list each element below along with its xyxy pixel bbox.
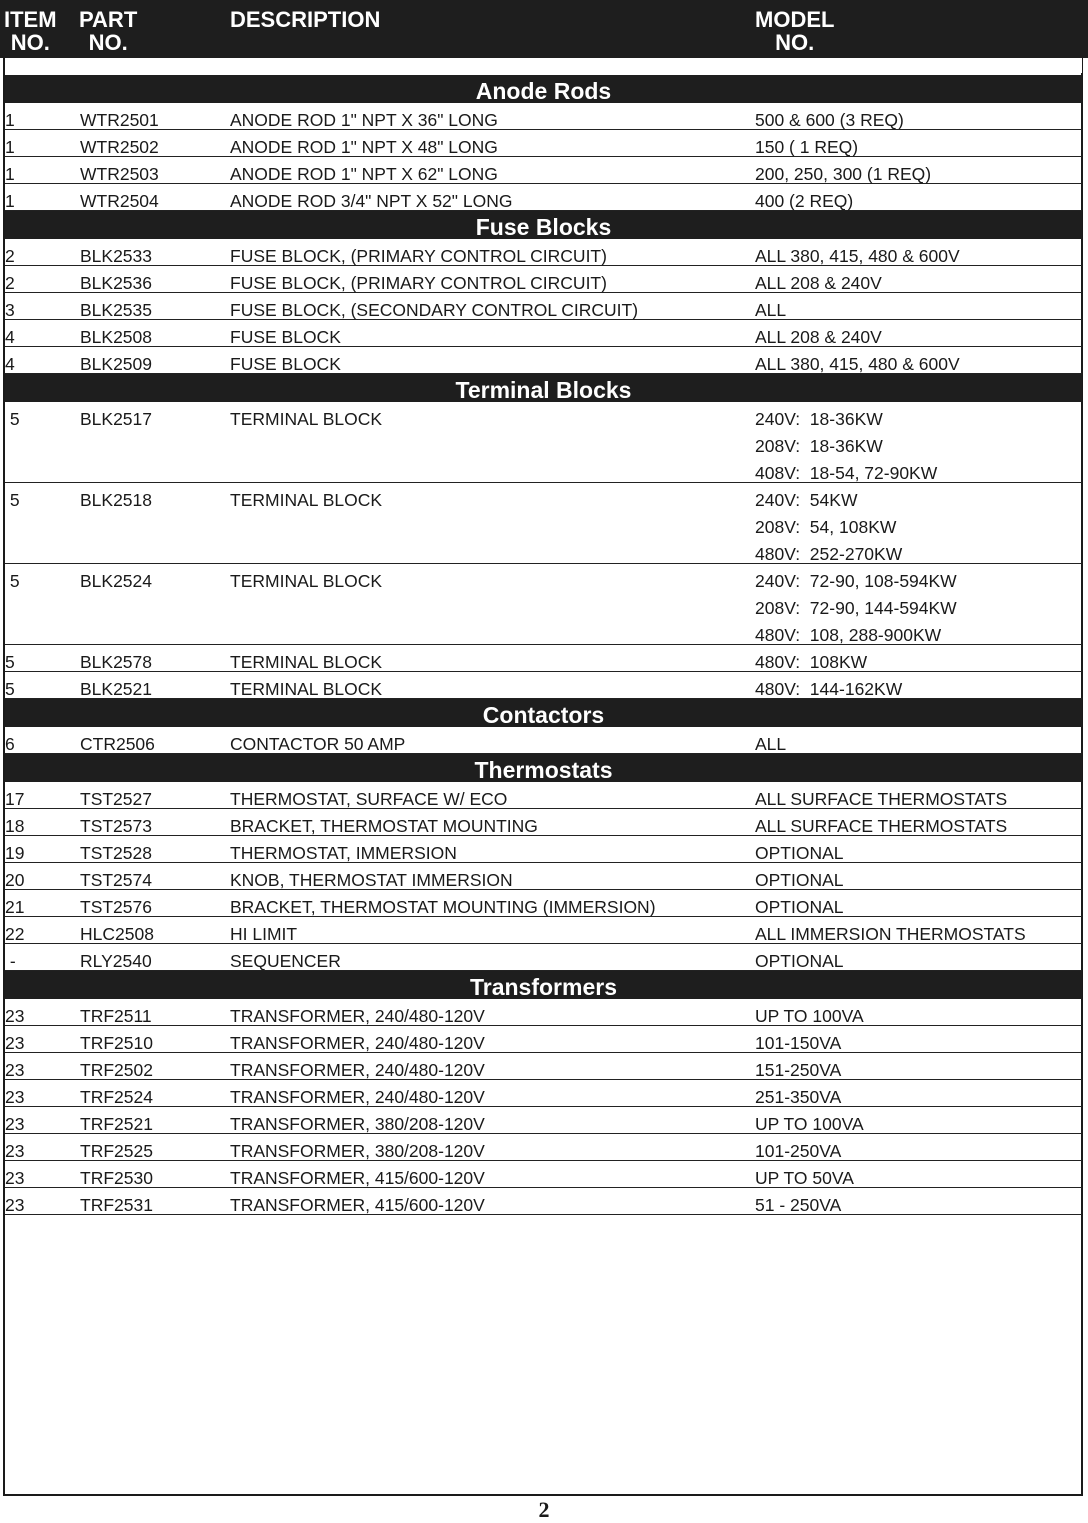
model-no-heading: [755, 8, 834, 54]
model-no-cell: [755, 727, 786, 754]
model-line: 408V: 18-54, 72-90KW: [755, 463, 938, 483]
table-row: [5, 944, 1082, 971]
section-heading: Thermostats: [5, 754, 1082, 782]
description-cell: ANODE ROD 1" NPT X 62" LONG: [230, 164, 498, 184]
part-no-cell: TST2576: [80, 897, 152, 917]
item-no-cell: 23: [5, 1114, 25, 1134]
model-line: ALL SURFACE THERMOSTATS: [755, 789, 1008, 809]
table-row: [5, 1107, 1082, 1134]
part-no-cell: WTR2503: [80, 164, 159, 184]
part-no-cell: WTR2504: [80, 191, 159, 211]
model-no-cell: [755, 266, 882, 293]
description-cell: TRANSFORMER, 240/480-120V: [230, 1087, 485, 1107]
part-no-cell: TRF2525: [80, 1141, 153, 1161]
item-no-cell: 5: [5, 409, 20, 429]
model-line: 240V: 54KW: [755, 490, 858, 510]
model-no-cell: [755, 1161, 854, 1188]
item-no-cell: -: [5, 951, 16, 971]
model-no-cell: [755, 564, 957, 645]
table-row: [5, 239, 1082, 266]
model-line: 251-350VA: [755, 1087, 842, 1107]
model-no-cell: [755, 1026, 841, 1053]
description-cell: ANODE ROD 1" NPT X 48" LONG: [230, 137, 498, 157]
part-no-cell: BLK2518: [80, 490, 153, 510]
description-cell: ANODE ROD 3/4" NPT X 52" LONG: [230, 191, 513, 211]
description-cell: BRACKET, THERMOSTAT MOUNTING (IMMERSION): [230, 897, 656, 917]
section-heading: Transformers: [5, 971, 1082, 999]
part-no-cell: BLK2578: [80, 652, 153, 672]
part-no-cell: TST2573: [80, 816, 152, 836]
table-row: [5, 1053, 1082, 1080]
part-no-cell: TRF2521: [80, 1114, 153, 1134]
description-cell: TRANSFORMER, 415/600-120V: [230, 1168, 485, 1188]
item-no-cell: 21: [5, 897, 25, 917]
model-line: 101-250VA: [755, 1141, 842, 1161]
table-row: [5, 184, 1082, 211]
description-cell: ANODE ROD 1" NPT X 36" LONG: [230, 110, 498, 130]
description-cell: KNOB, THERMOSTAT IMMERSION: [230, 870, 513, 890]
table-row: [5, 1188, 1082, 1215]
description-heading-text: DESCRIPTION: [230, 7, 381, 32]
header-spacer: [5, 58, 1082, 73]
model-line: 208V: 18-36KW: [755, 436, 883, 456]
item-no-cell: 1: [5, 137, 15, 157]
model-line: 480V: 144-162KW: [755, 679, 903, 699]
model-line: 51 - 250VA: [755, 1195, 842, 1215]
table-row: [5, 320, 1082, 347]
model-no-cell: [755, 157, 931, 184]
table-row: [5, 266, 1082, 293]
description-cell: HI LIMIT: [230, 924, 298, 944]
model-line: 200, 250, 300 (1 REQ): [755, 164, 932, 184]
model-line: 208V: 54, 108KW: [755, 517, 897, 537]
table-row: [5, 483, 1082, 564]
model-no-cell: [755, 320, 882, 347]
table-row: [5, 130, 1082, 157]
description-cell: FUSE BLOCK, (PRIMARY CONTROL CIRCUIT): [230, 273, 607, 293]
part-no-cell: BLK2524: [80, 571, 153, 591]
model-no-cell: [755, 782, 1007, 809]
part-no-cell: TRF2530: [80, 1168, 153, 1188]
part-no-cell: BLK2535: [80, 300, 153, 320]
part-no-cell: BLK2508: [80, 327, 153, 347]
table-row: [5, 1161, 1082, 1188]
table-row: [5, 564, 1082, 645]
item-no-cell: 3: [5, 300, 15, 320]
table-row: [5, 347, 1082, 374]
section-heading: Contactors: [5, 699, 1082, 727]
item-no-cell: 5: [5, 679, 15, 699]
model-no-cell: [755, 1053, 841, 1080]
model-heading-line2: NO.: [775, 30, 815, 55]
description-cell: BRACKET, THERMOSTAT MOUNTING: [230, 816, 538, 836]
part-no-cell: BLK2509: [80, 354, 153, 374]
description-cell: TRANSFORMER, 415/600-120V: [230, 1195, 485, 1215]
model-line: UP TO 100VA: [755, 1006, 864, 1026]
item-no-cell: 6: [5, 734, 15, 754]
description-cell: FUSE BLOCK: [230, 327, 341, 347]
model-no-cell: [755, 809, 1007, 836]
item-no-cell: 19: [5, 843, 25, 863]
item-no-cell: 23: [5, 1033, 25, 1053]
item-no-cell: 20: [5, 870, 25, 890]
part-no-cell: HLC2508: [80, 924, 154, 944]
table-header: [0, 0, 1088, 58]
item-no-cell: 23: [5, 1087, 25, 1107]
part-no-cell: TST2527: [80, 789, 152, 809]
table-row: [5, 1080, 1082, 1107]
table-row: [5, 1134, 1082, 1161]
item-no-cell: 1: [5, 191, 15, 211]
table-row: [5, 645, 1082, 672]
item-no-cell: 22: [5, 924, 25, 944]
table-row: [5, 157, 1082, 184]
item-no-cell: 2: [5, 273, 15, 293]
table-row: [5, 890, 1082, 917]
model-no-cell: [755, 836, 844, 863]
part-no-cell: RLY2540: [80, 951, 152, 971]
description-cell: CONTACTOR 50 AMP: [230, 734, 406, 754]
item-no-cell: 23: [5, 1141, 25, 1161]
item-heading-line1: ITEM: [4, 7, 57, 32]
model-line: 240V: 18-36KW: [755, 409, 883, 429]
parts-table: [5, 75, 1082, 1215]
part-no-cell: BLK2533: [80, 246, 153, 266]
model-line: OPTIONAL: [755, 951, 844, 971]
part-no-cell: CTR2506: [80, 734, 155, 754]
model-no-cell: [755, 917, 1026, 944]
model-line: UP TO 50VA: [755, 1168, 854, 1188]
model-no-cell: [755, 347, 960, 374]
item-no-cell: 18: [5, 816, 25, 836]
table-row: [5, 999, 1082, 1026]
model-line: 500 & 600 (3 REQ): [755, 110, 904, 130]
item-no-cell: 1: [5, 164, 15, 184]
description-cell: FUSE BLOCK: [230, 354, 341, 374]
model-line: ALL 380, 415, 480 & 600V: [755, 246, 960, 266]
item-no-cell: 23: [5, 1060, 25, 1080]
model-line: ALL 380, 415, 480 & 600V: [755, 354, 960, 374]
part-no-cell: BLK2517: [80, 409, 153, 429]
table-row: [5, 917, 1082, 944]
description-cell: TERMINAL BLOCK: [230, 571, 383, 591]
table-row: [5, 863, 1082, 890]
item-no-cell: 5: [5, 490, 20, 510]
model-line: ALL 208 & 240V: [755, 327, 882, 347]
description-cell: TRANSFORMER, 240/480-120V: [230, 1060, 485, 1080]
part-no-cell: TRF2510: [80, 1033, 153, 1053]
model-no-cell: [755, 293, 786, 320]
part-no-cell: WTR2502: [80, 137, 159, 157]
item-no-cell: 2: [5, 246, 15, 266]
table-row: [5, 293, 1082, 320]
part-no-cell: BLK2521: [80, 679, 153, 699]
model-no-cell: [755, 483, 902, 564]
table-row: [5, 809, 1082, 836]
model-line: 480V: 252-270KW: [755, 544, 903, 564]
item-no-cell: 23: [5, 1195, 25, 1215]
description-cell: TERMINAL BLOCK: [230, 652, 383, 672]
model-line: OPTIONAL: [755, 897, 844, 917]
model-line: 240V: 72-90, 108-594KW: [755, 571, 957, 591]
description-cell: TRANSFORMER, 240/480-120V: [230, 1006, 485, 1026]
model-line: ALL 208 & 240V: [755, 273, 882, 293]
table-row: [5, 836, 1082, 863]
item-no-cell: 4: [5, 327, 15, 347]
model-no-cell: [755, 1188, 841, 1215]
description-cell: SEQUENCER: [230, 951, 341, 971]
item-no-cell: 23: [5, 1006, 25, 1026]
description-cell: FUSE BLOCK, (SECONDARY CONTROL CIRCUIT): [230, 300, 639, 320]
part-no-cell: TRF2502: [80, 1060, 153, 1080]
model-line: 151-250VA: [755, 1060, 842, 1080]
section-heading: Terminal Blocks: [5, 374, 1082, 402]
model-no-cell: [755, 1134, 841, 1161]
item-heading-line2: NO.: [10, 30, 50, 55]
model-no-cell: [755, 863, 844, 890]
page-number: 2: [538, 1497, 550, 1522]
model-no-cell: [755, 184, 853, 211]
table-row: [5, 727, 1082, 754]
description-cell: THERMOSTAT, SURFACE W/ ECO: [230, 789, 508, 809]
description-cell: TERMINAL BLOCK: [230, 409, 383, 429]
table-row: [5, 402, 1082, 483]
description-cell: TRANSFORMER, 240/480-120V: [230, 1033, 485, 1053]
description-cell: FUSE BLOCK, (PRIMARY CONTROL CIRCUIT): [230, 246, 607, 266]
description-cell: TERMINAL BLOCK: [230, 490, 383, 510]
model-no-cell: [755, 645, 867, 672]
part-no-cell: TST2574: [80, 870, 152, 890]
model-line: 101-150VA: [755, 1033, 842, 1053]
part-heading-line1: PART: [79, 7, 138, 32]
section-heading: Anode Rods: [5, 75, 1082, 103]
model-line: 480V: 108KW: [755, 652, 868, 672]
item-no-cell: 4: [5, 354, 15, 374]
model-line: OPTIONAL: [755, 843, 844, 863]
description-cell: TERMINAL BLOCK: [230, 679, 383, 699]
model-line: 400 (2 REQ): [755, 191, 854, 211]
part-no-heading: [79, 8, 137, 54]
model-line: ALL SURFACE THERMOSTATS: [755, 816, 1008, 836]
model-line: ALL: [755, 734, 787, 754]
model-line: 150 ( 1 REQ): [755, 137, 859, 157]
model-no-cell: [755, 103, 904, 130]
item-no-cell: 1: [5, 110, 15, 130]
part-no-cell: TRF2524: [80, 1087, 153, 1107]
part-no-cell: BLK2536: [80, 273, 153, 293]
model-no-cell: [755, 130, 858, 157]
table-row: [5, 1026, 1082, 1053]
description-heading: [230, 8, 380, 31]
model-line: ALL: [755, 300, 787, 320]
model-no-cell: [755, 1107, 864, 1134]
description-cell: THERMOSTAT, IMMERSION: [230, 843, 457, 863]
model-line: 208V: 72-90, 144-594KW: [755, 598, 957, 618]
model-line: 480V: 108, 288-900KW: [755, 625, 942, 645]
item-no-cell: 5: [5, 571, 20, 591]
model-no-cell: [755, 999, 864, 1026]
item-no-heading: [4, 8, 57, 54]
item-no-cell: 5: [5, 652, 15, 672]
table-row: [5, 672, 1082, 699]
part-no-cell: WTR2501: [80, 110, 159, 130]
model-no-cell: [755, 402, 937, 483]
item-no-cell: 23: [5, 1168, 25, 1188]
part-no-cell: TST2528: [80, 843, 152, 863]
item-no-cell: 17: [5, 789, 25, 809]
table-row: [5, 103, 1082, 130]
model-line: OPTIONAL: [755, 870, 844, 890]
table-row: [5, 782, 1082, 809]
model-no-cell: [755, 672, 902, 699]
model-no-cell: [755, 890, 844, 917]
model-line: ALL IMMERSION THERMOSTATS: [755, 924, 1026, 944]
description-cell: TRANSFORMER, 380/208-120V: [230, 1114, 485, 1134]
description-cell: TRANSFORMER, 380/208-120V: [230, 1141, 485, 1161]
model-no-cell: [755, 1080, 841, 1107]
part-heading-line2: NO.: [88, 30, 128, 55]
model-no-cell: [755, 944, 844, 971]
part-no-cell: TRF2511: [80, 1006, 152, 1026]
model-line: UP TO 100VA: [755, 1114, 864, 1134]
model-no-cell: [755, 239, 960, 266]
section-heading: Fuse Blocks: [5, 211, 1082, 239]
model-heading-line1: MODEL: [755, 7, 835, 32]
part-no-cell: TRF2531: [80, 1195, 153, 1215]
